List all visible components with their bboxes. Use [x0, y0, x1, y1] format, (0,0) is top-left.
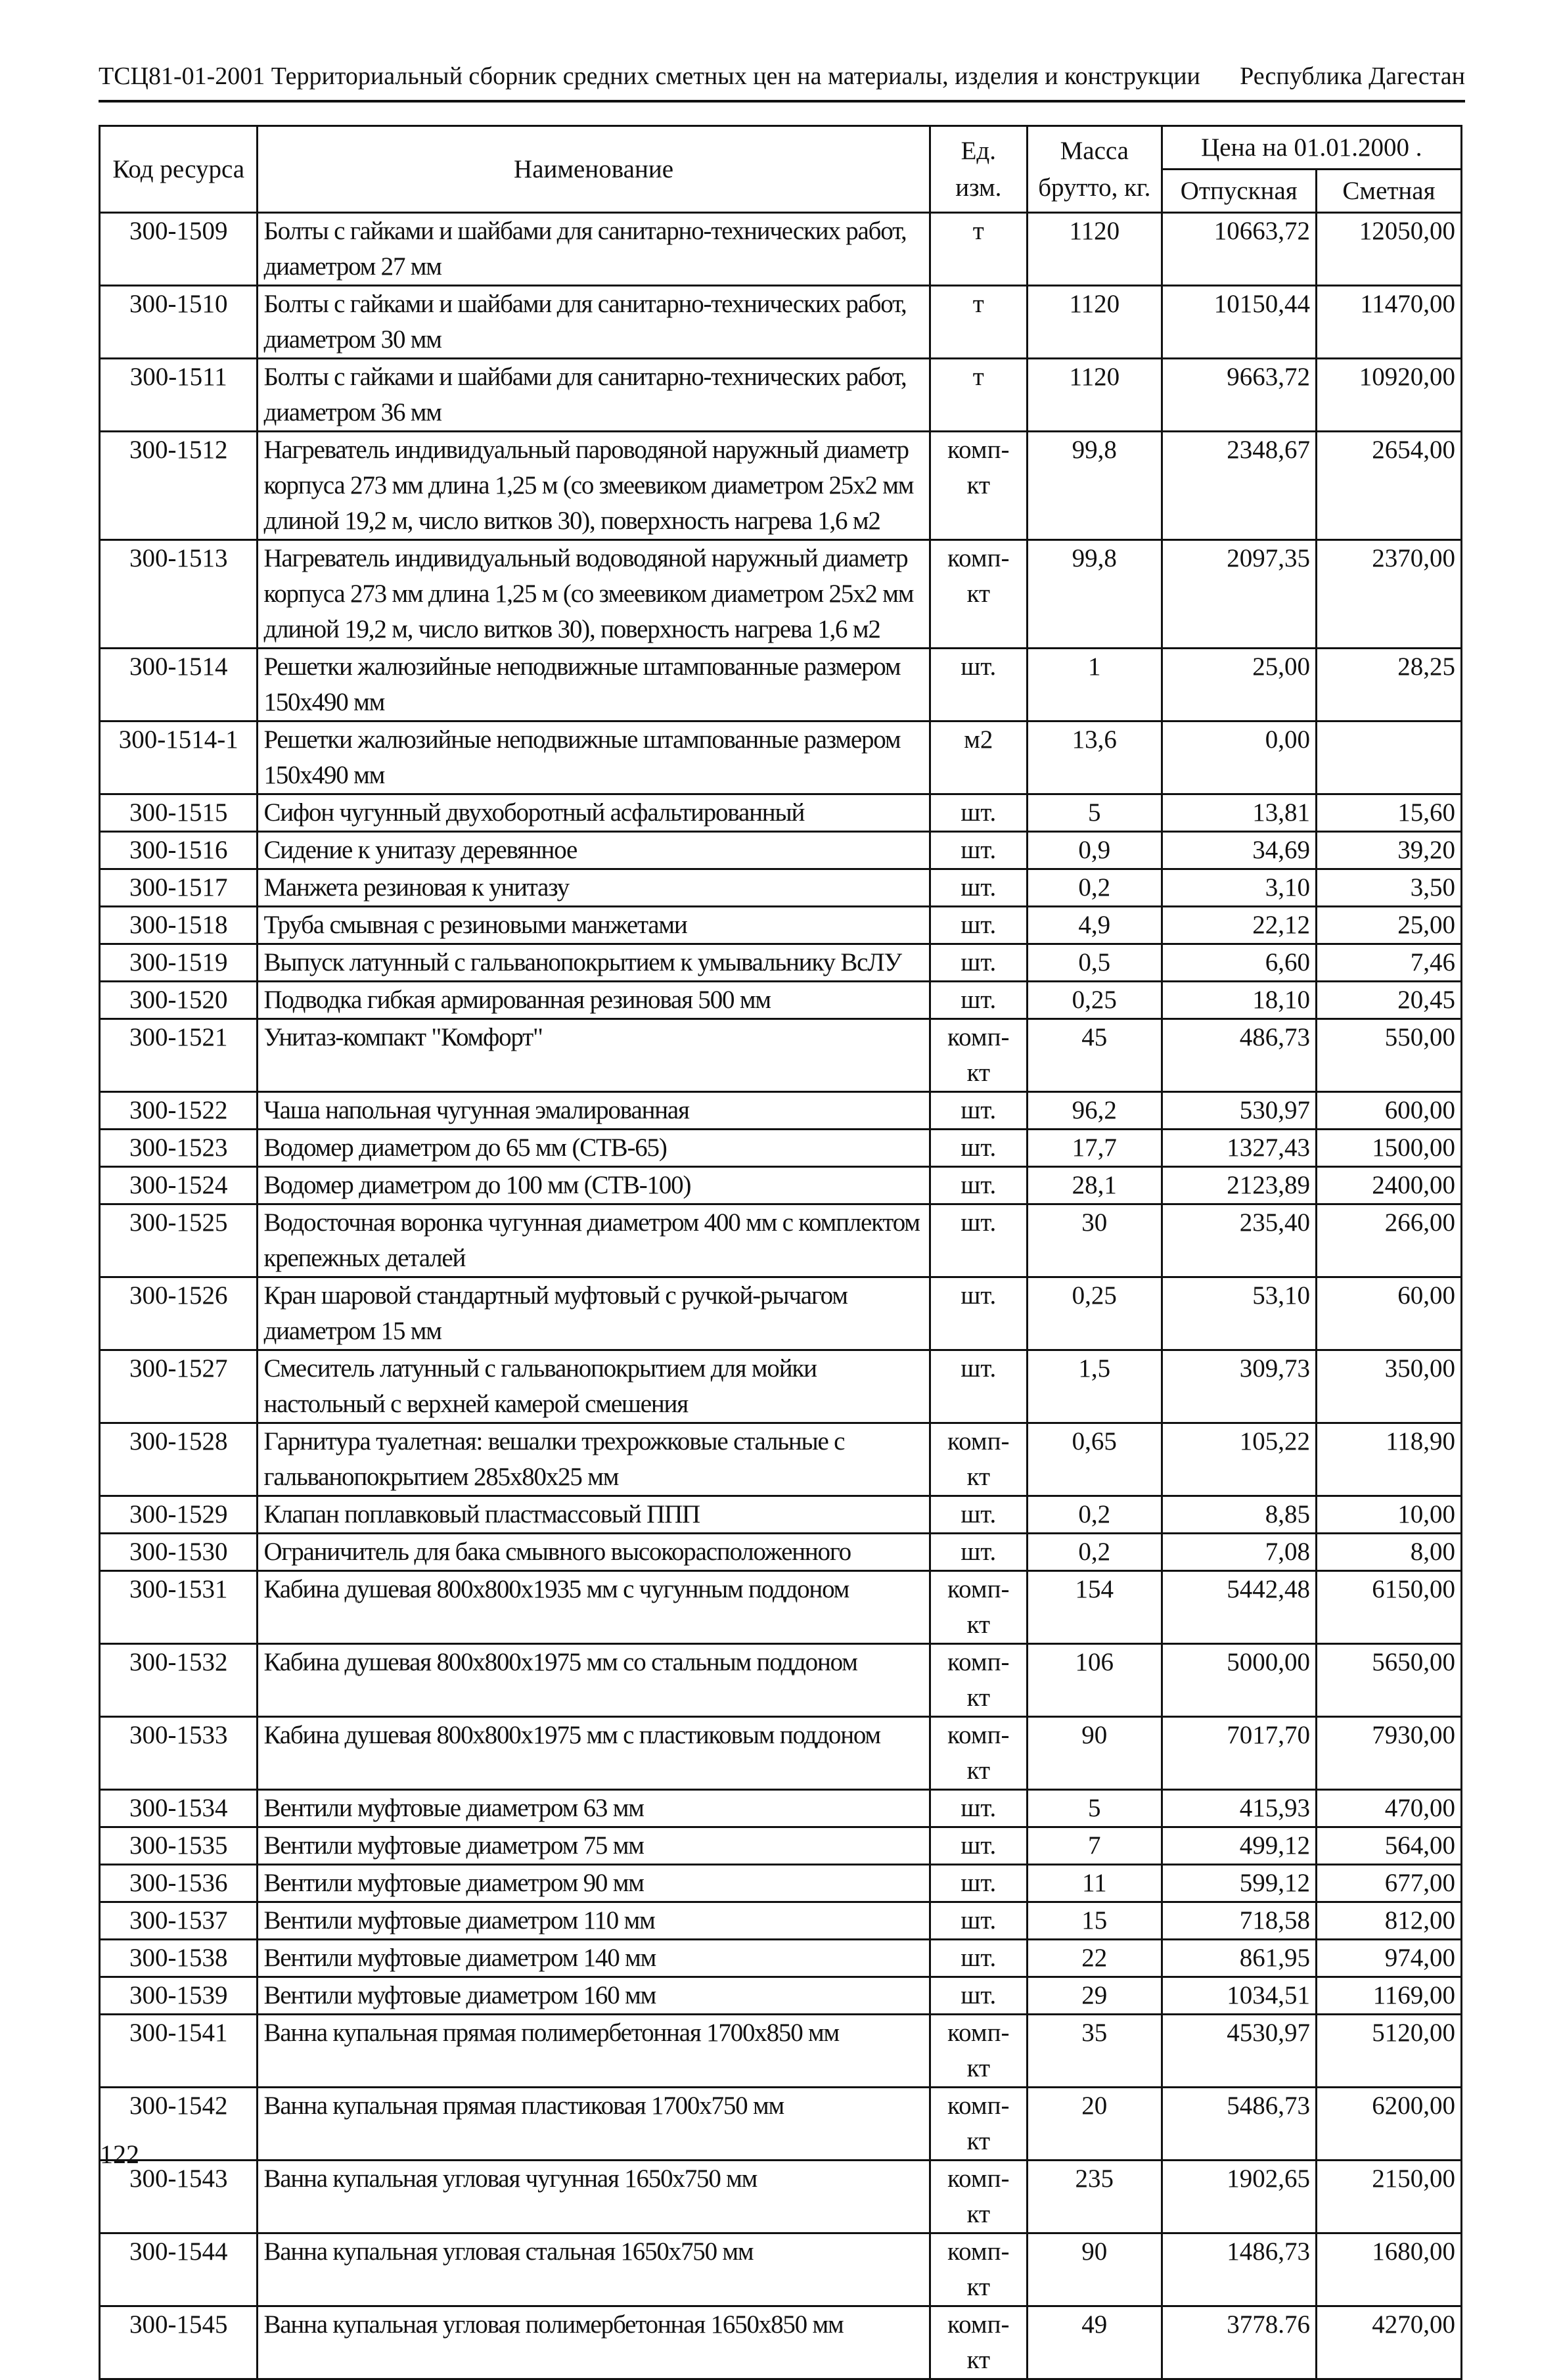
cell-release: 1034,51 [1162, 1977, 1316, 2015]
running-header [99, 59, 1465, 93]
cell-unit: шт. [930, 1940, 1027, 1977]
table-row [100, 649, 1462, 721]
cell-unit: шт. [930, 1350, 1027, 1423]
cell-release: 415,93 [1162, 1790, 1316, 1827]
cell-estimate: 11470,00 [1316, 286, 1461, 359]
table-row [100, 1092, 1462, 1130]
cell-name: Болты с гайками и шайбами для санитарно-технических работ, диаметром 30 мм [258, 286, 930, 359]
cell-code: 300-1534 [100, 1790, 258, 1827]
cell-estimate: 266,00 [1316, 1204, 1461, 1277]
cell-name: Вентили муфтовые диаметром 140 мм [258, 1940, 930, 1977]
cell-mass: 30 [1027, 1204, 1162, 1277]
cell-unit: шт. [930, 1534, 1027, 1571]
cell-mass: 90 [1027, 1717, 1162, 1790]
header-release-price: Отпускная [1162, 170, 1316, 213]
cell-name: Водомер диаметром до 100 мм (СТВ-100) [258, 1167, 930, 1204]
cell-code: 300-1511 [100, 359, 258, 432]
cell-unit: комп-кт [930, 1717, 1027, 1790]
header-code: Код ресурса [100, 126, 258, 213]
cell-code: 300-1542 [100, 2088, 258, 2161]
cell-name: Кабина душевая 800х800х1975 мм со стальным поддоном [258, 1644, 930, 1717]
cell-name: Нагреватель индивидуальный водоводяной наружный диаметр корпуса 273 мм длина 1,25 м (со змеевиком диаметром 25х2 мм длиной 19,2 м, число витков 30), поверхность нагрева 1,6 м2 [258, 540, 930, 649]
cell-estimate: 20,45 [1316, 982, 1461, 1019]
cell-unit: шт. [930, 1827, 1027, 1865]
cell-unit: шт. [930, 1204, 1027, 1277]
cell-release: 18,10 [1162, 982, 1316, 1019]
cell-name: Водомер диаметром до 65 мм (СТВ-65) [258, 1130, 930, 1167]
table-row [100, 359, 1462, 432]
cell-release: 8,85 [1162, 1496, 1316, 1534]
cell-mass: 5 [1027, 794, 1162, 832]
cell-unit: комп-кт [930, 2088, 1027, 2161]
cell-unit: т [930, 286, 1027, 359]
cell-name: Ванна купальная угловая чугунная 1650х750 мм [258, 2161, 930, 2233]
cell-unit: шт. [930, 1496, 1027, 1534]
cell-code: 300-1513 [100, 540, 258, 649]
cell-release: 1486,73 [1162, 2233, 1316, 2306]
cell-unit: шт. [930, 944, 1027, 982]
cell-code: 300-1528 [100, 1423, 258, 1496]
price-table [99, 125, 1462, 2380]
table-row [100, 2161, 1462, 2233]
table-header [100, 126, 1462, 213]
table-row [100, 1130, 1462, 1167]
table-row [100, 1019, 1462, 1092]
cell-release: 486,73 [1162, 1019, 1316, 1092]
cell-estimate: 7,46 [1316, 944, 1461, 982]
cell-estimate: 350,00 [1316, 1350, 1461, 1423]
cell-code: 300-1535 [100, 1827, 258, 1865]
cell-estimate: 6200,00 [1316, 2088, 1461, 2161]
header-name: Наименование [258, 126, 930, 213]
cell-mass: 1120 [1027, 286, 1162, 359]
table-row [100, 1977, 1462, 2015]
cell-release: 25,00 [1162, 649, 1316, 721]
cell-name: Ванна купальная угловая полимербетонная 1650х850 мм [258, 2306, 930, 2379]
cell-code: 300-1509 [100, 213, 258, 286]
cell-mass: 49 [1027, 2306, 1162, 2379]
cell-estimate: 2370,00 [1316, 540, 1461, 649]
table-row [100, 1350, 1462, 1423]
cell-estimate: 5120,00 [1316, 2015, 1461, 2088]
cell-release: 1902,65 [1162, 2161, 1316, 2233]
cell-mass: 99,8 [1027, 540, 1162, 649]
cell-mass: 15 [1027, 1902, 1162, 1940]
table-row [100, 1940, 1462, 1977]
cell-release: 7,08 [1162, 1534, 1316, 1571]
cell-estimate: 470,00 [1316, 1790, 1461, 1827]
cell-release: 5000,00 [1162, 1644, 1316, 1717]
cell-name: Кабина душевая 800х800х1975 мм с пластиковым поддоном [258, 1717, 930, 1790]
cell-estimate: 3,50 [1316, 869, 1461, 907]
cell-code: 300-1541 [100, 2015, 258, 2088]
cell-unit: т [930, 359, 1027, 432]
cell-code: 300-1533 [100, 1717, 258, 1790]
cell-name: Клапан поплавковый пластмассовый ППП [258, 1496, 930, 1534]
table-row [100, 869, 1462, 907]
cell-estimate: 15,60 [1316, 794, 1461, 832]
cell-estimate: 564,00 [1316, 1827, 1461, 1865]
cell-name: Решетки жалюзийные неподвижные штампованные размером 150х490 мм [258, 721, 930, 794]
table-row [100, 794, 1462, 832]
table-row [100, 2306, 1462, 2379]
cell-mass: 1,5 [1027, 1350, 1162, 1423]
cell-unit: шт. [930, 794, 1027, 832]
cell-estimate: 10920,00 [1316, 359, 1461, 432]
table-row [100, 1827, 1462, 1865]
cell-release: 3,10 [1162, 869, 1316, 907]
cell-code: 300-1536 [100, 1865, 258, 1902]
cell-release: 5486,73 [1162, 2088, 1316, 2161]
cell-mass: 99,8 [1027, 432, 1162, 540]
cell-name: Выпуск латунный с гальванопокрытием к умывальнику ВсЛУ [258, 944, 930, 982]
table-row [100, 1423, 1462, 1496]
cell-code: 300-1514-1 [100, 721, 258, 794]
cell-release: 309,73 [1162, 1350, 1316, 1423]
cell-mass: 235 [1027, 2161, 1162, 2233]
table-row [100, 432, 1462, 540]
cell-name: Кабина душевая 800х800х1935 мм с чугунным поддоном [258, 1571, 930, 1644]
cell-name: Болты с гайками и шайбами для санитарно-технических работ, диаметром 36 мм [258, 359, 930, 432]
cell-mass: 0,9 [1027, 832, 1162, 869]
cell-code: 300-1537 [100, 1902, 258, 1940]
cell-release: 10663,72 [1162, 213, 1316, 286]
cell-code: 300-1527 [100, 1350, 258, 1423]
cell-estimate: 2150,00 [1316, 2161, 1461, 2233]
cell-name: Вентили муфтовые диаметром 110 мм [258, 1902, 930, 1940]
header-region: Республика Дагестан [1240, 62, 1465, 90]
cell-unit: шт. [930, 1865, 1027, 1902]
cell-estimate: 812,00 [1316, 1902, 1461, 1940]
table-row [100, 944, 1462, 982]
cell-mass: 0,5 [1027, 944, 1162, 982]
cell-name: Гарнитура туалетная: вешалки трехрожковые стальные с гальванопокрытием 285х80х25 мм [258, 1423, 930, 1496]
header-price: Цена на 01.01.2000 . [1162, 126, 1461, 170]
cell-name: Сидение к унитазу деревянное [258, 832, 930, 869]
cell-unit: м2 [930, 721, 1027, 794]
table-row [100, 2233, 1462, 2306]
cell-unit: комп-кт [930, 432, 1027, 540]
cell-mass: 11 [1027, 1865, 1162, 1902]
cell-release: 499,12 [1162, 1827, 1316, 1865]
cell-release: 3778.76 [1162, 2306, 1316, 2379]
cell-unit: шт. [930, 1902, 1027, 1940]
table-row [100, 540, 1462, 649]
cell-name: Кран шаровой стандартный муфтовый с ручкой-рычагом диаметром 15 мм [258, 1277, 930, 1350]
cell-code: 300-1510 [100, 286, 258, 359]
cell-unit: комп-кт [930, 2161, 1027, 2233]
cell-unit: шт. [930, 1977, 1027, 2015]
cell-estimate: 5650,00 [1316, 1644, 1461, 1717]
cell-release: 235,40 [1162, 1204, 1316, 1277]
cell-name: Вентили муфтовые диаметром 63 мм [258, 1790, 930, 1827]
cell-estimate: 25,00 [1316, 907, 1461, 944]
table-row [100, 286, 1462, 359]
cell-estimate [1316, 721, 1461, 794]
table-row [100, 1790, 1462, 1827]
cell-code: 300-1532 [100, 1644, 258, 1717]
cell-name: Сифон чугунный двухоборотный асфальтированный [258, 794, 930, 832]
cell-name: Вентили муфтовые диаметром 160 мм [258, 1977, 930, 2015]
cell-code: 300-1516 [100, 832, 258, 869]
header-estimate-price: Сметная [1316, 170, 1461, 213]
cell-mass: 106 [1027, 1644, 1162, 1717]
cell-estimate: 8,00 [1316, 1534, 1461, 1571]
cell-mass: 13,6 [1027, 721, 1162, 794]
cell-release: 2097,35 [1162, 540, 1316, 649]
cell-release: 22,12 [1162, 907, 1316, 944]
table-row [100, 2015, 1462, 2088]
cell-name: Ванна купальная прямая полимербетонная 1700х850 мм [258, 2015, 930, 2088]
cell-mass: 45 [1027, 1019, 1162, 1092]
cell-release: 2123,89 [1162, 1167, 1316, 1204]
cell-code: 300-1530 [100, 1534, 258, 1571]
cell-mass: 4,9 [1027, 907, 1162, 944]
cell-estimate: 550,00 [1316, 1019, 1461, 1092]
cell-mass: 0,65 [1027, 1423, 1162, 1496]
table-row [100, 982, 1462, 1019]
cell-name: Вентили муфтовые диаметром 75 мм [258, 1827, 930, 1865]
table-row [100, 1167, 1462, 1204]
cell-name: Болты с гайками и шайбами для санитарно-технических работ, диаметром 27 мм [258, 213, 930, 286]
header-unit: Ед. изм. [930, 126, 1027, 213]
cell-code: 300-1512 [100, 432, 258, 540]
cell-release: 7017,70 [1162, 1717, 1316, 1790]
cell-estimate: 1680,00 [1316, 2233, 1461, 2306]
cell-name: Унитаз-компакт "Комфорт" [258, 1019, 930, 1092]
cell-code: 300-1531 [100, 1571, 258, 1644]
cell-name: Решетки жалюзийные неподвижные штампованные размером 150х490 мм [258, 649, 930, 721]
cell-code: 300-1524 [100, 1167, 258, 1204]
table-row [100, 1534, 1462, 1571]
cell-release: 2348,67 [1162, 432, 1316, 540]
cell-mass: 17,7 [1027, 1130, 1162, 1167]
cell-name: Ванна купальная прямая пластиковая 1700х750 мм [258, 2088, 930, 2161]
cell-mass: 22 [1027, 1940, 1162, 1977]
cell-unit: комп-кт [930, 1571, 1027, 1644]
cell-unit: шт. [930, 832, 1027, 869]
cell-mass: 1120 [1027, 359, 1162, 432]
table-row [100, 832, 1462, 869]
cell-release: 10150,44 [1162, 286, 1316, 359]
cell-estimate: 118,90 [1316, 1423, 1461, 1496]
cell-unit: шт. [930, 1130, 1027, 1167]
cell-estimate: 1500,00 [1316, 1130, 1461, 1167]
cell-unit: шт. [930, 907, 1027, 944]
cell-name: Водосточная воронка чугунная диаметром 400 мм с комплектом крепежных деталей [258, 1204, 930, 1277]
cell-name: Манжета резиновая к унитазу [258, 869, 930, 907]
cell-code: 300-1519 [100, 944, 258, 982]
cell-release: 53,10 [1162, 1277, 1316, 1350]
cell-mass: 96,2 [1027, 1092, 1162, 1130]
table-row [100, 1496, 1462, 1534]
cell-release: 34,69 [1162, 832, 1316, 869]
table-row [100, 1644, 1462, 1717]
cell-unit: комп-кт [930, 2233, 1027, 2306]
cell-unit: комп-кт [930, 2015, 1027, 2088]
cell-mass: 5 [1027, 1790, 1162, 1827]
cell-release: 0,00 [1162, 721, 1316, 794]
cell-unit: шт. [930, 1092, 1027, 1130]
cell-code: 300-1525 [100, 1204, 258, 1277]
cell-name: Вентили муфтовые диаметром 90 мм [258, 1865, 930, 1902]
table-row [100, 721, 1462, 794]
table-row [100, 1277, 1462, 1350]
cell-name: Нагреватель индивидуальный пароводяной наружный диаметр корпуса 273 мм длина 1,25 м (со змеевиком диаметром 25х2 мм длиной 19,2 м, число витков 30), поверхность нагрева 1,6 м2 [258, 432, 930, 540]
cell-unit: комп-кт [930, 540, 1027, 649]
cell-unit: комп-кт [930, 2306, 1027, 2379]
cell-mass: 0,2 [1027, 1534, 1162, 1571]
cell-estimate: 974,00 [1316, 1940, 1461, 1977]
cell-release: 1327,43 [1162, 1130, 1316, 1167]
cell-mass: 0,25 [1027, 1277, 1162, 1350]
cell-mass: 90 [1027, 2233, 1162, 2306]
header-title: ТСЦ81-01-2001 Территориальный сборник средних сметных цен на материалы, изделия и конструкции [99, 62, 1200, 90]
cell-mass: 0,2 [1027, 869, 1162, 907]
cell-name: Труба смывная с резиновыми манжетами [258, 907, 930, 944]
cell-unit: комп-кт [930, 1423, 1027, 1496]
cell-code: 300-1543 [100, 2161, 258, 2233]
cell-code: 300-1520 [100, 982, 258, 1019]
cell-mass: 28,1 [1027, 1167, 1162, 1204]
cell-code: 300-1515 [100, 794, 258, 832]
table-row [100, 1204, 1462, 1277]
cell-release: 13,81 [1162, 794, 1316, 832]
cell-mass: 20 [1027, 2088, 1162, 2161]
cell-code: 300-1522 [100, 1092, 258, 1130]
cell-estimate: 2400,00 [1316, 1167, 1461, 1204]
cell-estimate: 2654,00 [1316, 432, 1461, 540]
cell-release: 105,22 [1162, 1423, 1316, 1496]
cell-name: Смеситель латунный с гальванопокрытием для мойки настольный с верхней камерой смешения [258, 1350, 930, 1423]
cell-code: 300-1517 [100, 869, 258, 907]
cell-code: 300-1526 [100, 1277, 258, 1350]
cell-release: 530,97 [1162, 1092, 1316, 1130]
cell-unit: комп-кт [930, 1644, 1027, 1717]
cell-release: 599,12 [1162, 1865, 1316, 1902]
cell-estimate: 60,00 [1316, 1277, 1461, 1350]
cell-estimate: 1169,00 [1316, 1977, 1461, 2015]
table-row [100, 1571, 1462, 1644]
cell-estimate: 600,00 [1316, 1092, 1461, 1130]
cell-code: 300-1544 [100, 2233, 258, 2306]
cell-mass: 7 [1027, 1827, 1162, 1865]
cell-mass: 154 [1027, 1571, 1162, 1644]
cell-unit: шт. [930, 1167, 1027, 1204]
cell-estimate: 6150,00 [1316, 1571, 1461, 1644]
cell-code: 300-1545 [100, 2306, 258, 2379]
cell-release: 4530,97 [1162, 2015, 1316, 2088]
cell-mass: 29 [1027, 1977, 1162, 2015]
cell-unit: шт. [930, 1790, 1027, 1827]
cell-name: Подводка гибкая армированная резиновая 500 мм [258, 982, 930, 1019]
cell-estimate: 12050,00 [1316, 213, 1461, 286]
cell-release: 9663,72 [1162, 359, 1316, 432]
table-row [100, 1865, 1462, 1902]
cell-unit: шт. [930, 649, 1027, 721]
cell-code: 300-1514 [100, 649, 258, 721]
cell-mass: 0,25 [1027, 982, 1162, 1019]
cell-release: 718,58 [1162, 1902, 1316, 1940]
cell-code: 300-1538 [100, 1940, 258, 1977]
header-mass: Масса брутто, кг. [1027, 126, 1162, 213]
cell-release: 5442,48 [1162, 1571, 1316, 1644]
cell-unit: шт. [930, 1277, 1027, 1350]
cell-mass: 1120 [1027, 213, 1162, 286]
cell-estimate: 10,00 [1316, 1496, 1461, 1534]
cell-estimate: 28,25 [1316, 649, 1461, 721]
cell-code: 300-1523 [100, 1130, 258, 1167]
cell-unit: комп-кт [930, 1019, 1027, 1092]
cell-estimate: 7930,00 [1316, 1717, 1461, 1790]
table-row [100, 1717, 1462, 1790]
table-row [100, 1902, 1462, 1940]
cell-code: 300-1521 [100, 1019, 258, 1092]
cell-code: 300-1518 [100, 907, 258, 944]
cell-unit: шт. [930, 869, 1027, 907]
cell-mass: 0,2 [1027, 1496, 1162, 1534]
cell-release: 861,95 [1162, 1940, 1316, 1977]
cell-release: 6,60 [1162, 944, 1316, 982]
cell-unit: шт. [930, 982, 1027, 1019]
cell-code: 300-1539 [100, 1977, 258, 2015]
cell-code: 300-1529 [100, 1496, 258, 1534]
cell-mass: 1 [1027, 649, 1162, 721]
cell-estimate: 4270,00 [1316, 2306, 1461, 2379]
cell-unit: т [930, 213, 1027, 286]
cell-estimate: 677,00 [1316, 1865, 1461, 1902]
cell-name: Ванна купальная угловая стальная 1650х750 мм [258, 2233, 930, 2306]
table-row [100, 907, 1462, 944]
header-divider [99, 100, 1465, 103]
cell-estimate: 39,20 [1316, 832, 1461, 869]
table-row [100, 213, 1462, 286]
cell-name: Ограничитель для бака смывного высокорасположенного [258, 1534, 930, 1571]
table-body [100, 213, 1462, 2379]
table-row [100, 2088, 1462, 2161]
cell-mass: 35 [1027, 2015, 1162, 2088]
cell-name: Чаша напольная чугунная эмалированная [258, 1092, 930, 1130]
page-number: 122 [100, 2140, 139, 2169]
